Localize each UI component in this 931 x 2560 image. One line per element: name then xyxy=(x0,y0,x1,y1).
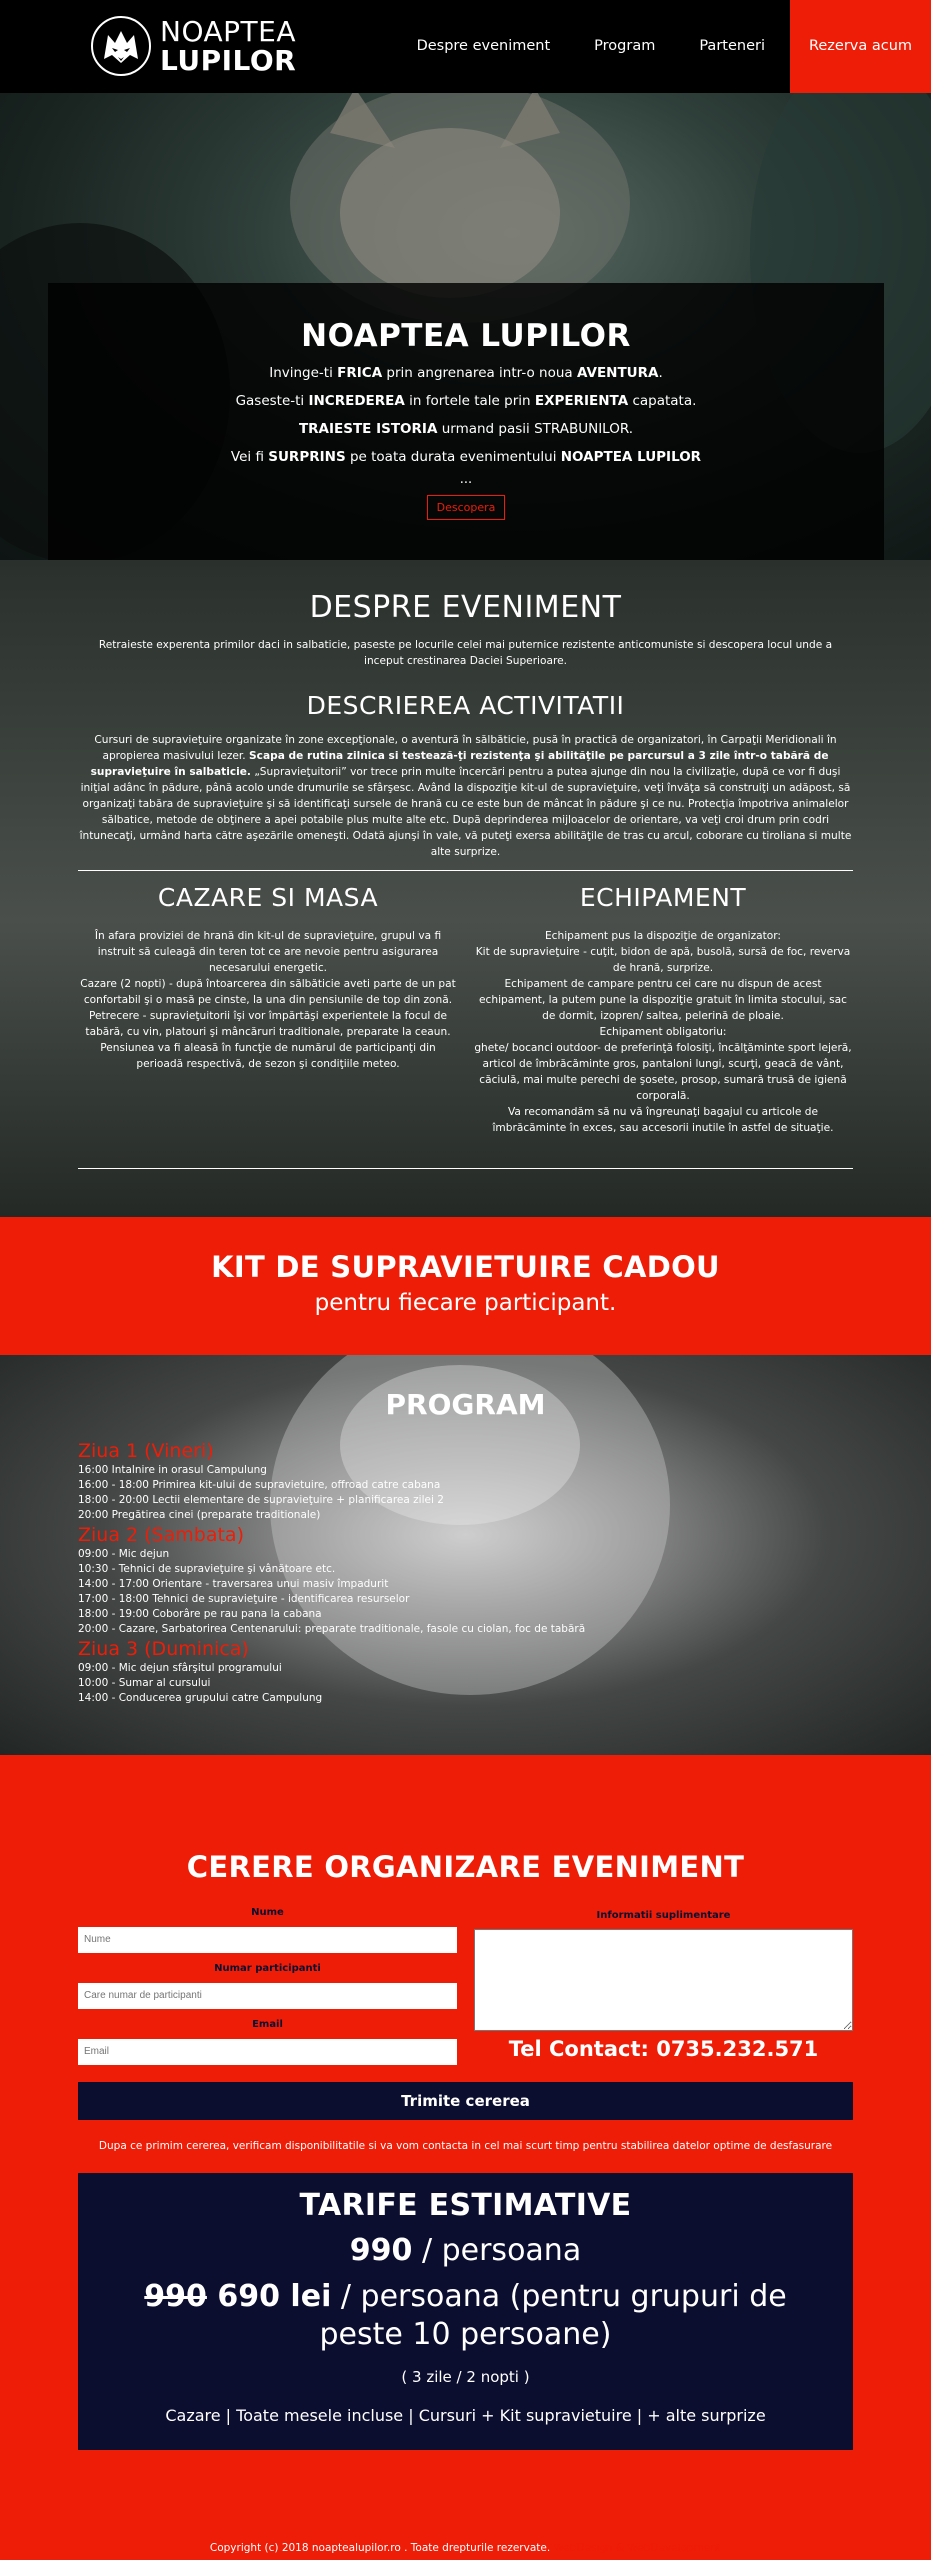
email-label: Email xyxy=(252,2019,283,2030)
schedule-item: 14:00 - Conducerea grupului catre Campulung xyxy=(78,1692,323,1704)
contact-phone[interactable]: Tel Contact: 0735.232.571 xyxy=(508,2037,819,2061)
copyright-text: Copyright (c) 2018 noaptealupilor.ro . Toate drepturile rezervate. xyxy=(209,2542,554,2554)
schedule-item: 10:30 - Tehnici de supravieţuire şi vânătoare etc. xyxy=(78,1563,336,1575)
pricing-panel xyxy=(78,2173,853,2450)
schedule-item: 20:00 Pregătirea cinei (preparate traditionale) xyxy=(78,1509,321,1521)
hero-line-3: TRAIESTE ISTORIA urmand pasii STRABUNILOR. xyxy=(298,421,634,437)
main-menu xyxy=(395,0,931,93)
schedule-item: 18:00 - 20:00 Lectii elementare de supravieţuire + planificarea zilei 2 xyxy=(78,1494,444,1506)
schedule-item: 09:00 - Mic dejun xyxy=(78,1548,170,1560)
pricing-title: TARIFE ESTIMATIVE xyxy=(299,2188,632,2223)
form-note: Dupa ce primim cererea, verificam disponibilitatile si va vom contacta in cel mai scurt timp pentru stabilirea datelor optime de desfasurare xyxy=(98,2140,833,2152)
kit-banner xyxy=(0,1217,931,1355)
price-standard: 990 / persoana xyxy=(349,2233,582,2268)
participants-input[interactable] xyxy=(78,1983,457,2009)
schedule-item: 16:00 Intalnire in orasul Campulung xyxy=(78,1464,267,1476)
schedule-item: 09:00 - Mic dejun sfârşitul programului xyxy=(78,1662,282,1674)
hero-line-2: Gaseste-ti INCREDEREA in fortele tale prin EXPERIENTA capatata. xyxy=(235,393,697,409)
menu-item-despre[interactable]: Despre eveniment xyxy=(416,38,551,54)
divider-top xyxy=(78,870,853,871)
kit-subtitle: pentru fiecare participant. xyxy=(314,1290,617,1316)
price-group: 990 690 lei / persoana (pentru grupuri de peste 10 persoane) xyxy=(144,2279,787,2352)
submit-button[interactable]: Trimite cererea xyxy=(78,2082,853,2120)
rezerva-button[interactable]: Rezerva acum xyxy=(790,0,931,93)
top-navbar xyxy=(0,0,931,93)
hero-panel xyxy=(48,283,884,560)
footer xyxy=(0,2542,931,2554)
cazare-column xyxy=(78,883,458,1072)
hero-line-1: Invinge-ti FRICA prin angrenarea intr-o noua AVENTURA. xyxy=(269,365,663,381)
hero-line-4: Vei fi SURPRINS pe toata durata evenimentului NOAPTEA LUPILOR xyxy=(230,449,702,465)
logo-line-1: NOAPTEA xyxy=(160,15,296,48)
schedule-item: 10:00 - Sumar al cursului xyxy=(78,1677,211,1689)
echipament-column xyxy=(473,883,853,1136)
day-title: Ziua 1 (Vineri) xyxy=(78,1440,214,1462)
divider-bottom xyxy=(78,1168,853,1169)
participants-label: Numar participanti xyxy=(214,1963,321,1974)
request-form-section xyxy=(0,1755,931,2560)
name-label: Nume xyxy=(251,1907,284,1918)
despre-section xyxy=(0,560,931,1217)
program-title: PROGRAM xyxy=(385,1388,546,1421)
despre-text: Retraieste experenta primilor daci in salbaticie, paseste pe locurile celei mai puternice rezistente anticomuniste si descopera locul unde a inceput crestinarea Daciei Superioare. xyxy=(98,639,833,667)
descopera-button[interactable]: Descopera xyxy=(427,495,506,520)
info-label: Informatii suplimentare xyxy=(596,1910,731,1921)
cazare-title: CAZARE SI MASA xyxy=(157,883,379,912)
hero-title: NOAPTEA LUPILOR xyxy=(301,318,631,354)
echipament-text: Echipament pus la dispoziţie de organizator: Kit de supravieţuire - cuţit, bidon de apă, busolă, sursă de foc, reverva de hrană, surprize. Echipament de campare pentru cei care nu dispun de acest echipament, la putem pune la dispoziţie gratuit în limita stocului, sac de dormit, izopren/ saltea, pelerină de ploaie. Echipament obligatoriu: ghete/ bocanci outdoor- de preferinţă folosiţi, încălţăminte sport lejeră, articol de îmbrăcăminte gros, pantaloni lungi, scurţi, geacă de vânt, căciulă, mai multe perechi de şosete, prosop, sumară trusă de igienă corporală. Va recomandăm să nu vă îngreunaţi bagajul cu articole de îmbrăcăminte în exces, sau accesorii inutile în astfel de situaţie. xyxy=(474,930,852,1134)
menu-item-program[interactable]: Program xyxy=(594,38,656,54)
hero-ellipsis: ... xyxy=(459,472,473,487)
webdesign-link[interactable]: WebDesign & WebDevelopment xyxy=(553,2542,722,2554)
schedule-item: 16:00 - 18:00 Primirea kit-ului de supravietuire, offroad catre cabana xyxy=(78,1479,441,1491)
email-input[interactable] xyxy=(78,2039,457,2065)
program-schedule xyxy=(78,1439,585,1706)
schedule-item: 20:00 - Cazare, Sarbatorirea Centenarului: preparate traditionale, fasole cu ciolan, foc de tabără xyxy=(78,1623,586,1635)
included-list: Cazare | Toate mesele incluse | Cursuri + Kit supravietuire | + alte surprize xyxy=(165,2406,766,2425)
despre-title: DESPRE EVENIMENT xyxy=(309,590,622,625)
wolf-logo-icon xyxy=(90,15,152,77)
hero-section xyxy=(0,93,931,560)
name-input[interactable] xyxy=(78,1927,457,1953)
echipament-title: ECHIPAMENT xyxy=(579,883,747,912)
form-title: CERERE ORGANIZARE EVENIMENT xyxy=(186,1850,745,1884)
day-title: Ziua 3 (Duminica) xyxy=(78,1638,249,1660)
logo-line-2: LUPILOR xyxy=(160,44,297,77)
cazare-text: În afara proviziei de hrană din kit-ul de supravieţuire, grupul va fi instruit să culeagă din teren tot ce are nevoie pentru asigurarea necesarului energetic. Cazare (2 nopti) - după întoarcerea din sălbăticie aveti parte de un pat confortabil şi o masă pe cinste, la una din pensiunile de top din zonă. Petrecere - supravieţuitorii îşi vor împărtăşi experientele la focul de tabără, cu vin, platouri şi mâncăruri traditionale, preparate la ceaun. Pensiunea va fi aleasă în funcţie de numărul de participanţi din perioadă respectivă, de sezon şi condiţiile meteo. xyxy=(80,930,456,1070)
day-title: Ziua 2 (Sambata) xyxy=(78,1524,244,1546)
descriere-title: DESCRIEREA ACTIVITATII xyxy=(306,691,625,720)
kit-title: KIT DE SUPRAVIETUIRE CADOU xyxy=(211,1250,720,1284)
schedule-item: 14:00 - 17:00 Orientare - traversarea unui masiv împadurit xyxy=(78,1578,389,1590)
program-section xyxy=(0,1355,931,1755)
duration: ( 3 zile / 2 nopti ) xyxy=(401,2368,530,2386)
info-textarea[interactable] xyxy=(474,1929,853,2031)
schedule-item: 17:00 - 18:00 Tehnici de supravieţuire - identificarea resurselor xyxy=(78,1593,410,1605)
menu-item-parteneri[interactable]: Parteneri xyxy=(699,38,765,54)
schedule-item: 18:00 - 19:00 Coborâre pe rau pana la cabana xyxy=(78,1608,322,1620)
site-logo[interactable] xyxy=(90,14,296,78)
descriere-text: Cursuri de supravieţuire organizate în zone excepţionale, o aventură în sălbăticie, pusă în practică de organizatori, în Carpaţii Meridionali în apropierea masivului Iezer. Scapa de rutina zilnica si testează-ţi rezistenţa şi abilităţile pe parcursul a 3 zile într-o tabără de supravieţuire în salbaticie. „Supravieţuitorii” vor trece prin multe încercări pentru a putea ajunge din nou la civilizaţie, după ce vor fi duşi iniţial adânc în pădure, până acolo unde drumurile se sfârşesc. Având la dispoziţie kit-ul de supravieţuire, veţi învăţa să construiţi un adăpost, să organizaţi tabăra de supravieţuire şi să identificaţi sursele de hrană cu ce este bun de mâncat în pădure şi ce nu. Protecţia împotriva animalelor sălbatice, metode de obţinere a apei potabile plus multe alte etc. După deprinderea mijloacelor de orientare, va veţi croi drum prin codri întunecaţi, urmând harta către aşezările omeneşti. Odată ajunşi în vale, vă puteţi exersa abilităţile de tras cu arcul, coborare cu tiroliana si multe alte surprize. xyxy=(79,734,852,858)
